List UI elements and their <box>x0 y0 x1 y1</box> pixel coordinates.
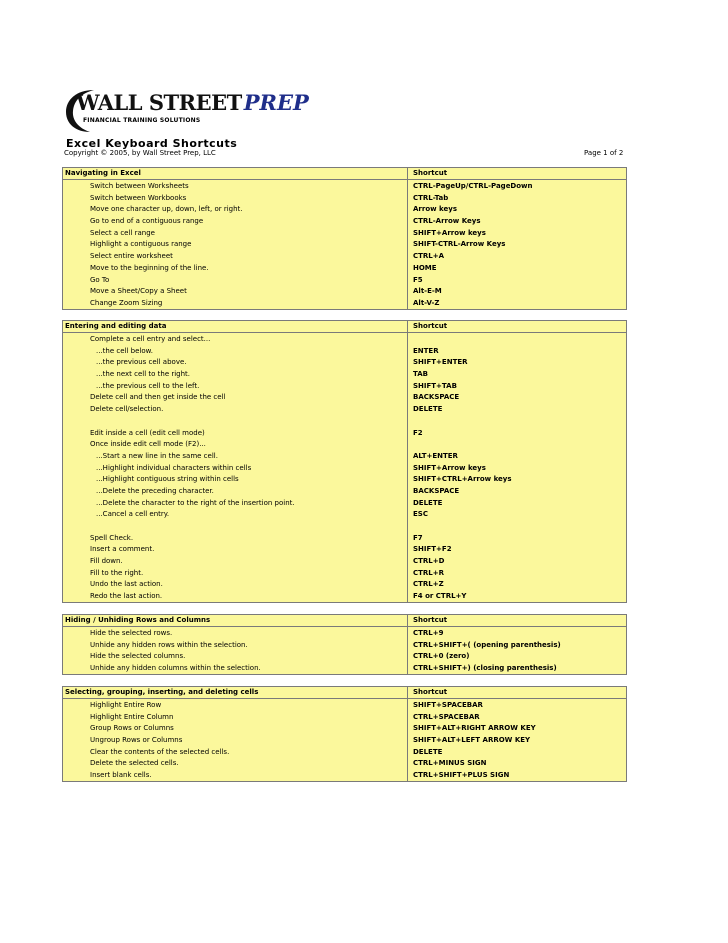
shortcut-keys: ENTER <box>413 346 439 355</box>
shortcut-row <box>63 274 626 286</box>
shortcut-section <box>62 614 627 675</box>
document-title: Excel Keyboard Shortcuts <box>66 137 238 150</box>
shortcut-row <box>63 473 626 485</box>
action-description: ...Delete the character to the right of the insertion point. <box>96 498 295 507</box>
copyright-notice: Copyright © 2005, by Wall Street Prep, LLC <box>64 149 216 157</box>
action-description: Fill down. <box>90 557 123 566</box>
shortcut-row <box>63 285 626 297</box>
shortcut-keys: CTRL+D <box>413 557 445 566</box>
shortcut-keys: CTRL-Tab <box>413 193 449 202</box>
section-header <box>63 615 626 627</box>
shortcut-row <box>63 497 626 509</box>
shortcut-row <box>63 520 626 532</box>
shortcut-row <box>63 711 626 723</box>
wall-street-prep-logo <box>64 86 309 134</box>
action-description: Move a Sheet/Copy a Sheet <box>90 287 187 296</box>
shortcut-keys: DELETE <box>413 747 443 756</box>
action-description: Go to end of a contiguous range <box>90 217 204 226</box>
action-description: Go To <box>90 275 110 284</box>
shortcut-column-header: Shortcut <box>413 322 448 330</box>
column-divider <box>407 321 408 602</box>
shortcut-keys: CTRL+MINUS SIGN <box>413 759 487 768</box>
shortcut-keys: SHIFT+ALT+RIGHT ARROW KEY <box>413 724 536 733</box>
action-description: ...Highlight contiguous string within cells <box>96 475 239 484</box>
shortcut-keys: ESC <box>413 510 428 519</box>
shortcut-keys: CTRL+A <box>413 252 445 261</box>
column-divider <box>407 615 408 674</box>
shortcut-keys: Alt-E-M <box>413 287 442 296</box>
action-description: Insert blank cells. <box>90 771 152 780</box>
shortcut-row <box>63 180 626 192</box>
shortcut-row <box>63 532 626 544</box>
shortcut-row <box>63 250 626 262</box>
shortcut-keys: CTRL+Z <box>413 580 444 589</box>
shortcut-column-header: Shortcut <box>413 616 448 624</box>
shortcut-row <box>63 403 626 415</box>
action-description: Highlight Entire Column <box>90 712 174 721</box>
page-number: Page 1 of 2 <box>584 149 624 157</box>
shortcut-keys: CTRL+9 <box>413 629 444 637</box>
shortcut-keys: CTRL+R <box>413 568 445 577</box>
action-description: Insert a comment. <box>90 545 155 554</box>
action-description: ...the previous cell above. <box>96 358 187 367</box>
logo-wordmark <box>76 90 309 115</box>
action-description: Delete cell/selection. <box>90 405 164 414</box>
action-description: Edit inside a cell (edit cell mode) <box>90 428 205 437</box>
shortcut-keys: SHIFT+ENTER <box>413 358 468 367</box>
action-description: Group Rows or Columns <box>90 724 174 733</box>
shortcut-keys: CTRL+0 (zero) <box>413 652 470 661</box>
action-description: Hide the selected columns. <box>90 652 186 661</box>
action-description: ...Start a new line in the same cell. <box>96 451 218 460</box>
shortcut-row <box>63 567 626 579</box>
action-description: Move one character up, down, left, or right. <box>90 205 243 214</box>
action-description: ...Delete the preceding character. <box>96 486 214 495</box>
action-description: Unhide any hidden columns within the selection. <box>90 664 261 673</box>
action-description: ...the previous cell to the left. <box>96 381 200 390</box>
shortcut-row <box>63 415 626 427</box>
section-title: Hiding / Unhiding Rows and Columns <box>65 616 211 624</box>
shortcut-row <box>63 627 626 639</box>
logo-accent-text: PREP <box>243 90 309 115</box>
section-header <box>63 321 626 333</box>
shortcut-row <box>63 639 626 651</box>
shortcut-keys: SHIFT-CTRL-Arrow Keys <box>413 240 506 249</box>
shortcut-row <box>63 578 626 590</box>
action-description: Undo the last action. <box>90 580 163 589</box>
action-description: Highlight Entire Row <box>90 701 162 709</box>
action-description: Unhide any hidden rows within the selection. <box>90 640 248 649</box>
section-title: Entering and editing data <box>65 322 167 330</box>
shortcut-row <box>63 391 626 403</box>
logo-main-text: WALL STREET <box>76 90 242 115</box>
shortcut-keys: SHIFT+ALT+LEFT ARROW KEY <box>413 736 531 745</box>
action-description: ...the cell below. <box>96 346 153 355</box>
shortcut-keys: Arrow keys <box>413 205 457 214</box>
shortcut-row <box>63 356 626 368</box>
action-description: ...Highlight individual characters within cells <box>96 463 252 472</box>
shortcut-row <box>63 757 626 769</box>
shortcut-row <box>63 699 626 711</box>
action-description: Spell Check. <box>90 533 134 542</box>
shortcut-row <box>63 368 626 380</box>
action-description: Hide the selected rows. <box>90 629 173 637</box>
shortcut-keys: F4 or CTRL+Y <box>413 592 467 601</box>
shortcut-row <box>63 746 626 758</box>
shortcut-keys: BACKSPACE <box>413 393 460 402</box>
shortcut-row <box>63 192 626 204</box>
action-description: Switch between Worksheets <box>90 182 189 190</box>
action-description: Redo the last action. <box>90 592 163 601</box>
action-description: Switch between Workbooks <box>90 193 187 202</box>
shortcut-row <box>63 508 626 520</box>
shortcut-row <box>63 450 626 462</box>
shortcut-keys: SHIFT+SPACEBAR <box>413 701 483 709</box>
action-description: Delete the selected cells. <box>90 759 179 768</box>
shortcut-column-header: Shortcut <box>413 169 448 177</box>
action-description: Change Zoom Sizing <box>90 298 163 307</box>
shortcut-keys: DELETE <box>413 405 443 414</box>
section-title: Selecting, grouping, inserting, and deleting cells <box>65 688 259 696</box>
action-description: Fill to the right. <box>90 568 144 577</box>
action-description: Move to the beginning of the line. <box>90 263 209 272</box>
shortcut-row <box>63 333 626 345</box>
shortcut-row <box>63 438 626 450</box>
shortcut-row <box>63 345 626 357</box>
section-title: Navigating in Excel <box>65 169 141 177</box>
shortcut-row <box>63 215 626 227</box>
shortcut-row <box>63 380 626 392</box>
shortcut-row <box>63 427 626 439</box>
action-description: Select a cell range <box>90 228 155 237</box>
shortcut-row <box>63 262 626 274</box>
shortcut-section <box>62 686 627 782</box>
shortcut-keys: SHIFT+CTRL+Arrow keys <box>413 475 512 484</box>
shortcut-row <box>63 722 626 734</box>
shortcut-row <box>63 297 626 309</box>
logo-tagline: FINANCIAL TRAINING SOLUTIONS <box>83 117 201 124</box>
action-description: Clear the contents of the selected cells. <box>90 747 230 756</box>
action-description: Once inside edit cell mode (F2)... <box>90 440 206 449</box>
shortcut-keys: CTRL+SHIFT+( (opening parenthesis) <box>413 640 561 649</box>
shortcut-keys: SHIFT+Arrow keys <box>413 228 486 237</box>
shortcut-row <box>63 227 626 239</box>
shortcut-keys: CTRL-PageUp/CTRL-PageDown <box>413 182 533 190</box>
shortcut-row <box>63 662 626 674</box>
action-description: Highlight a contiguous range <box>90 240 192 249</box>
shortcut-keys: CTRL+SPACEBAR <box>413 712 480 721</box>
shortcut-row <box>63 485 626 497</box>
action-description: Complete a cell entry and select... <box>90 335 211 343</box>
shortcut-keys: Alt-V-Z <box>413 298 440 307</box>
shortcut-keys: CTRL-Arrow Keys <box>413 217 481 226</box>
shortcut-row <box>63 203 626 215</box>
shortcut-column-header: Shortcut <box>413 688 448 696</box>
column-divider <box>407 168 408 309</box>
shortcut-keys: ALT+ENTER <box>413 451 458 460</box>
shortcut-section <box>62 320 627 603</box>
column-divider <box>407 687 408 781</box>
action-description: ...Cancel a cell entry. <box>96 510 170 519</box>
shortcut-keys: CTRL+SHIFT+PLUS SIGN <box>413 771 510 780</box>
shortcut-keys: BACKSPACE <box>413 486 460 495</box>
shortcut-keys: SHIFT+F2 <box>413 545 452 554</box>
shortcut-section <box>62 167 627 310</box>
shortcut-keys: SHIFT+TAB <box>413 381 457 390</box>
section-header <box>63 168 626 180</box>
shortcut-row <box>63 769 626 781</box>
shortcut-keys: DELETE <box>413 498 443 507</box>
action-description: Delete cell and then get inside the cell <box>90 393 226 402</box>
action-description: ...the next cell to the right. <box>96 370 191 379</box>
shortcut-row <box>63 650 626 662</box>
shortcut-row <box>63 590 626 602</box>
shortcut-row <box>63 462 626 474</box>
shortcut-row <box>63 543 626 555</box>
shortcut-row <box>63 555 626 567</box>
shortcut-row <box>63 238 626 250</box>
shortcut-row <box>63 734 626 746</box>
action-description: Select entire worksheet <box>90 252 173 261</box>
shortcut-keys: SHIFT+Arrow keys <box>413 463 486 472</box>
shortcut-keys: CTRL+SHIFT+) (closing parenthesis) <box>413 664 557 673</box>
shortcut-keys: F7 <box>413 533 423 542</box>
action-description: Ungroup Rows or Columns <box>90 736 183 745</box>
section-header <box>63 687 626 699</box>
shortcut-keys: F2 <box>413 428 423 437</box>
shortcut-keys: HOME <box>413 263 437 272</box>
shortcut-keys: F5 <box>413 275 423 284</box>
shortcut-keys: TAB <box>413 370 428 379</box>
